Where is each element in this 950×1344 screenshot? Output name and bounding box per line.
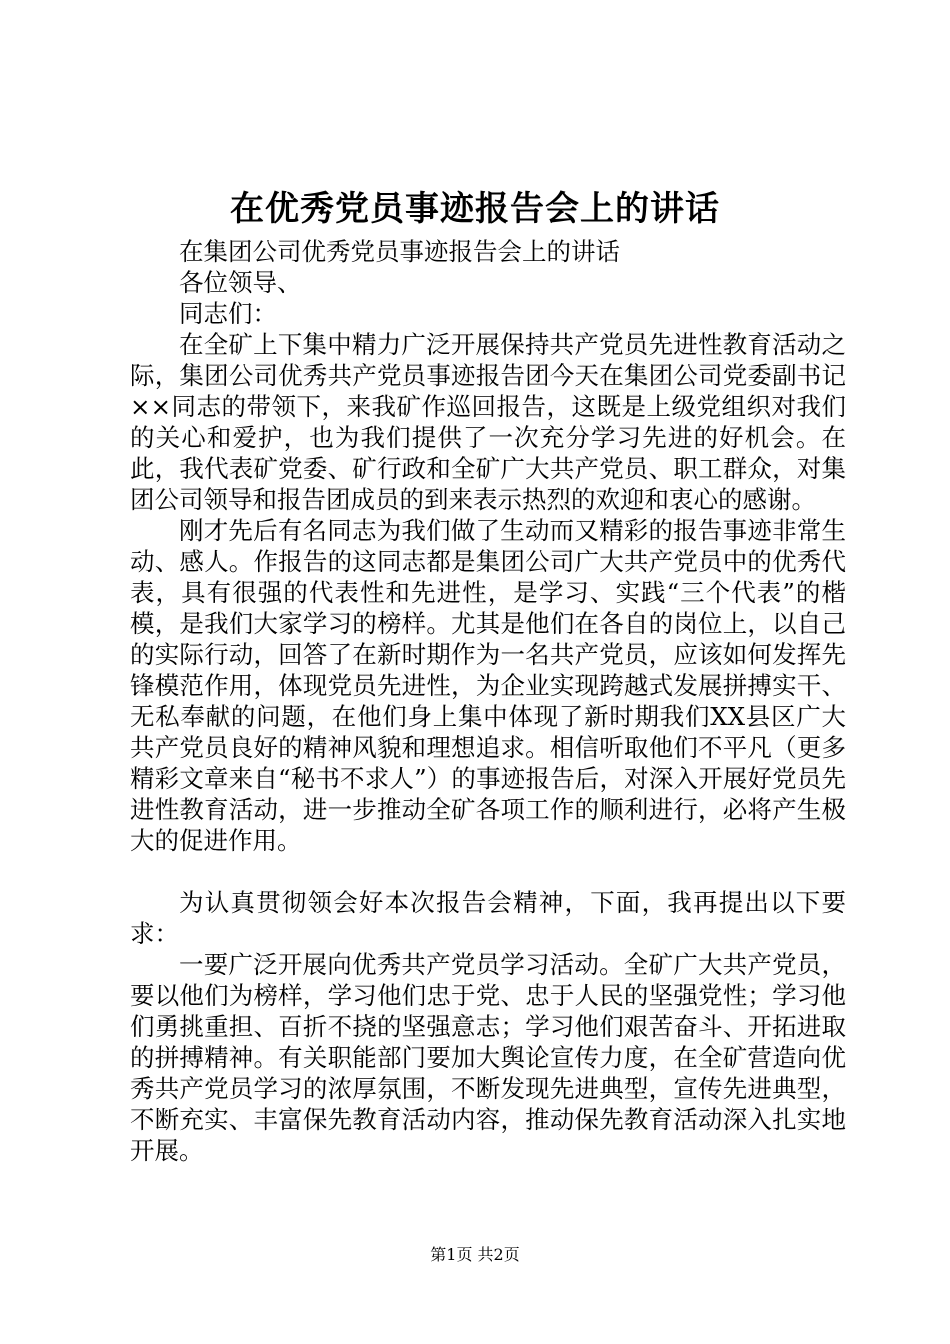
paragraph-welcome: 在全矿上下集中精力广泛开展保持共产党员先进性教育活动之际，集团公司优秀共产党员事迹报告团今天在集团公司党委副书记××同志的带领下，来我矿作巡回报告，这既是上级党组织对我们的关心和爱护，也为我们提供了一次充分学习先进的好机会。在此，我代表矿党委、矿行政和全矿广大共产党员、职工群众，对集团公司领导和报告团成员的到来表示热烈的欢迎和衷心的感谢。 xyxy=(130,330,846,514)
paragraph-requirement-one: 一要广泛开展向优秀共产党员学习活动。全矿广大共产党员，要以他们为榜样，学习他们忠于党、忠于人民的坚强党性；学习他们勇挑重担、百折不挠的坚强意志；学习他们艰苦奋斗、开拓进取的拼搏精神。有关职能部门要加大舆论宣传力度，在全矿营造向优秀共产党员学习的浓厚氛围，不断发现先进典型，宣传先进典型，不断充实、丰富保先教育活动内容，推动保先教育活动深入扎实地开展。 xyxy=(130,950,846,1165)
paragraph-requirements-intro: 为认真贯彻领会好本次报告会精神，下面，我再提出以下要求： xyxy=(130,888,846,948)
salutation-leaders: 各位领导、 xyxy=(179,268,302,297)
document-title: 在优秀党员事迹报告会上的讲话 xyxy=(230,189,720,229)
page-number-footer: 第1页 共2页 xyxy=(430,1245,520,1264)
paragraph-report-praise: 刚才先后有名同志为我们做了生动而又精彩的报告事迹非常生动、感人。作报告的这同志都是集团公司广大共产党员中的优秀代表，具有很强的代表性和先进性，是学习、实践“三个代表”的楷模，是我们大家学习的榜样。尤其是他们在各自的岗位上，以自己的实际行动，回答了在新时期作为一名共产党员，应该如何发挥先锋模范作用，体现党员先进性，为企业实现跨越式发展拼搏实干、无私奉献的问题，在他们身上集中体现了新时期我们XX县区广大共产党员良好的精神风貌和理想追求。相信听取他们不平凡（更多精彩文章来自“秘书不求人”）的事迹报告后，对深入开展好党员先进性教育活动，进一步推动全矿各项工作的顺利进行，必将产生极大的促进作用。 xyxy=(130,516,846,855)
document-body xyxy=(130,236,846,1166)
speech-heading: 在集团公司优秀党员事迹报告会上的讲话 xyxy=(179,237,620,266)
salutation-comrades: 同志们： xyxy=(179,299,277,328)
